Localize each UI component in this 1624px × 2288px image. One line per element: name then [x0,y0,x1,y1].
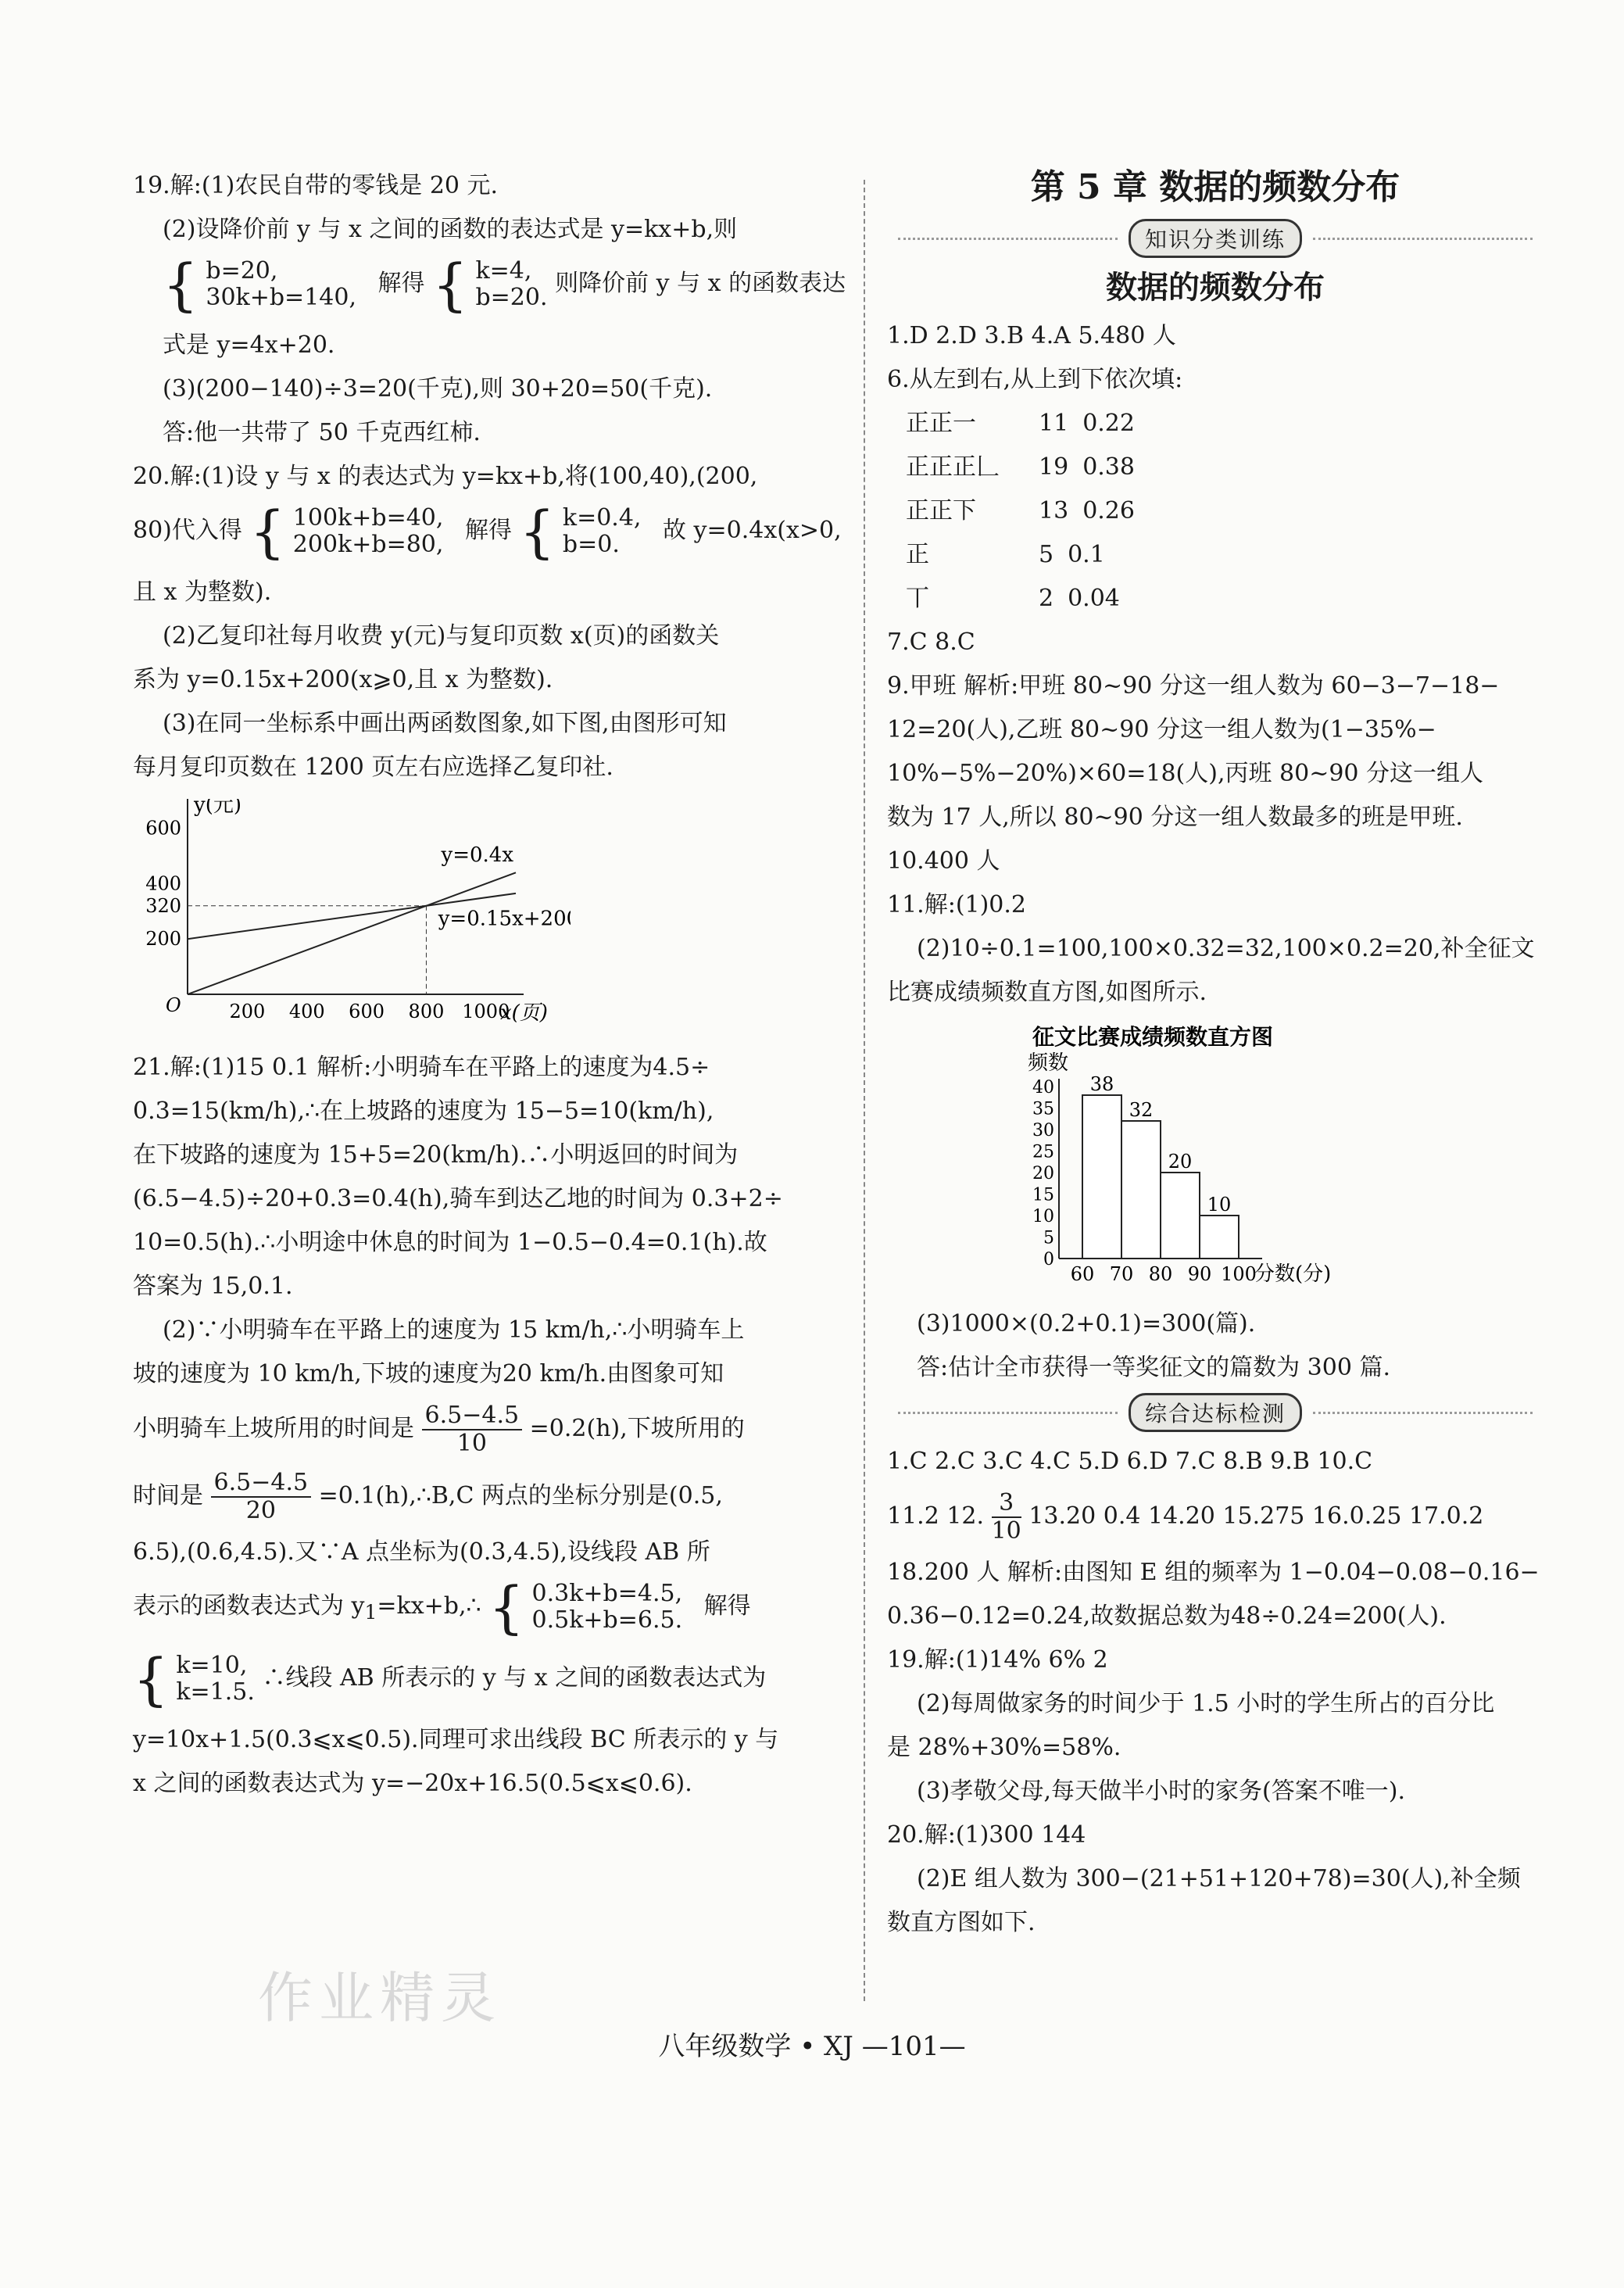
q20-line-1: 20.解:(1)设 y 与 x 的表达式为 y=kx+b,将(100,40),(200, [133,463,758,490]
count: 5 [1039,541,1054,568]
banner-label: 知识分类训练 [1129,219,1302,258]
count: 19 [1039,453,1069,481]
divider [898,1412,1118,1414]
section-title: 数据的频数分布 [1106,269,1325,306]
tally-row [906,489,1544,533]
equation: k=1.5. [176,1678,255,1706]
q20-system-2 [563,505,642,558]
text: 11.2 12. [887,1502,985,1530]
answer-line-fraction [887,1484,1544,1551]
q21-line-3: 在下坡路的速度为 15+5=20(km/h).∴小明返回的时间为 [133,1141,739,1169]
q21-line-11: x 之间的函数表达式为 y=−20x+16.5(0.5⩽x⩽0.6). [133,1770,692,1797]
q21-line-8: 坡的速度为 10 km/h,下坡的速度为20 km/h.由图象可知 [133,1360,724,1387]
numerator: 6.5−4.5 [211,1470,312,1498]
q21-line-9: 6.5),(0.6,4.5).又∵A 点坐标为(0.3,4.5),设线段 AB 所 [133,1538,710,1566]
answer-line: 数为 17 人,所以 80~90 分这一组人数最多的班是甲班. [887,804,1463,831]
denominator: 10 [991,1517,1021,1545]
text: 时间是 [133,1482,203,1509]
q20-line-5: (3)在同一坐标系中画出两函数图象,如下图,由图形可知 [163,710,727,737]
answer-line: 数直方图如下. [887,1909,1036,1936]
y-tick-label: 200 [145,928,181,951]
chapter-title: 第 5 章 数据的频数分布 [1030,167,1400,207]
bars [1082,1095,1239,1259]
divider [898,238,1118,240]
answer-line: 1.C 2.C 3.C 4.C 5.D 6.D 7.C 8.B 9.B 10.C [887,1448,1373,1475]
series-label: y=0.15x+200 [438,907,571,931]
q19-line-3: 式是 y=4x+20. [163,331,335,359]
q19-system-2 [475,258,547,311]
q20-system-line [133,499,842,571]
x-tick-label: 80 [1148,1263,1173,1285]
answer-line: 比赛成绩频数直方图,如图所示. [887,979,1207,1006]
q19-line-5: 答:他一共带了 50 千克西红柿. [163,419,481,446]
frequency: 0.26 [1082,497,1135,525]
answer-line: 0.36−0.12=0.24,故数据总数为48÷0.24=200(人). [887,1602,1447,1630]
tally-mark: 正正一 [906,410,976,437]
fraction [992,1490,1021,1545]
equation: 200k+b=80, [292,531,444,558]
denominator: 20 [245,1497,276,1524]
equation: 0.3k+b=4.5, [531,1580,683,1607]
y-tick-label: 40 [1032,1078,1054,1097]
q20-line-3: (2)乙复印社每月收费 y(元)与复印页数 x(页)的函数关 [163,622,720,650]
count: 2 [1039,585,1054,612]
y-tick-label: 600 [145,817,181,840]
left-column [133,164,846,1806]
x-tick-label: 200 [229,1001,266,1022]
text: 小明骑车上坡所用的时间是 [133,1415,414,1442]
answer-line: (3)孝敬父母,每天做半小时的家务(答案不唯一). [917,1778,1405,1805]
answer-line: 答:估计全市获得一等奖征文的篇数为 300 篇. [917,1354,1390,1381]
x-tick-label: 1000 [462,1001,510,1022]
brace-symbol: { [519,499,556,564]
y-tick-label: 25 [1032,1142,1054,1162]
brace-symbol: { [249,499,286,564]
equation: k=10, [176,1652,248,1679]
q20-system-1 [293,505,444,558]
answer-line: 12=20(人),乙班 80~90 分这一组人数为(1−35%− [887,716,1436,743]
text: =0.1(h),∴B,C 两点的坐标分别是(0.5, [318,1482,723,1509]
q19-system-line [133,252,846,324]
frequency: 0.22 [1082,410,1135,437]
q20-line-6: 每月复印页数在 1200 页左右应选择乙复印社. [133,754,613,781]
equation: k=0.4, [562,504,642,532]
answer-line: (2)10÷0.1=100,100×0.32=32,100×0.2=20,补全征文 [917,935,1535,962]
q21-line-5: 10=0.5(h).∴小明途中休息的时间为 1−0.5−0.4=0.1(h).故 [133,1229,767,1256]
answer-line: 9.甲班 解析:甲班 80~90 分这一组人数为 60−3−7−18− [887,672,1500,700]
solve-text: 解得 [464,517,512,544]
q21-line-7: (2)∵小明骑车在平路上的速度为 15 km/h,∴小明骑车上 [163,1316,745,1344]
answer-line-1: 1.D 2.D 3.B 4.A 5.480 人 [887,322,1176,349]
right-column [887,164,1544,1945]
frequency: 0.04 [1068,585,1120,612]
equation: 30k+b=140, [206,284,356,311]
q21-system-2 [176,1652,255,1706]
answer-line: (3)1000×(0.2+0.1)=300(篇). [917,1310,1256,1337]
chart-labels [145,799,571,1025]
line-chart [133,799,836,1040]
series-label: y=0.4x [441,843,514,868]
count: 13 [1039,497,1069,525]
answer-line: 10.400 人 [887,847,1000,875]
histogram-bar [1161,1173,1200,1259]
text: ∴线段 AB 所表示的 y 与 x 之间的函数表达式为 [262,1664,767,1692]
brace-symbol: { [432,252,468,317]
histogram-svg [996,1024,1403,1290]
bar-value-label: 32 [1129,1099,1154,1121]
line-series [188,872,516,994]
y-tick-label: 15 [1032,1185,1054,1205]
watermark-logo: 作业精灵 [258,1966,502,2030]
frequency: 0.38 [1082,453,1135,481]
y-tick-label: 0 [1043,1250,1054,1269]
q21-result-line [133,1646,836,1718]
y-tick-label: 320 [145,894,181,917]
q21-fraction-line-2 [133,1463,836,1531]
y-tick-label: 30 [1032,1121,1054,1140]
y-tick-label: 35 [1032,1099,1054,1119]
q21-line-1: 21.解:(1)15 0.1 解析:小明骑车在平路上的速度为4.5÷ [133,1054,710,1081]
y-tick-label: 5 [1043,1228,1054,1248]
tally-row [906,446,1544,489]
section-banner-1 [887,219,1544,258]
tally-row [906,402,1544,446]
answer-line: (2)E 组人数为 300−(21+51+120+78)=30(人),补全频 [917,1865,1521,1892]
count: 11 [1039,410,1069,437]
x-axis-label: 分数(分) [1254,1262,1332,1286]
brace-symbol: { [133,1646,169,1712]
x-tick-label: 400 [288,1001,325,1022]
histogram-bar [1200,1216,1239,1259]
q21-system-1 [532,1581,683,1634]
origin-label: O [166,994,181,1016]
histogram-bar [1082,1095,1121,1259]
q19-line-4: (3)(200−140)÷3=20(千克),则 30+20=50(千克). [163,375,713,403]
brace-symbol: { [163,252,199,317]
equation: b=20, [206,257,278,285]
bar-value-label: 38 [1089,1073,1114,1095]
tally-mark: 正 [906,541,929,568]
column-divider [864,180,865,2001]
text: =kx+b,∴ [377,1592,481,1620]
equation: b=0. [562,531,620,558]
histogram [887,1024,1544,1296]
q20-pre-text: 80)代入得 [133,517,242,544]
answer-line: 7.C 8.C [887,628,975,656]
banner-label: 综合达标检测 [1129,1393,1302,1432]
solve-text: 解得 [377,270,425,297]
tally-row [906,533,1544,577]
tally-row [906,577,1544,621]
x-tick-label: 600 [349,1001,385,1022]
answer-line: 11.解:(1)0.2 [887,891,1027,918]
x-axis-label: x(页) [500,1001,548,1025]
denominator: 10 [456,1430,487,1457]
q19-tail-text: 则降价前 y 与 x 的函数表达 [555,270,846,297]
solve-text: 解得 [703,1592,751,1620]
q21-line-10: y=10x+1.5(0.3⩽x⩽0.5).同理可求出线段 BC 所表示的 y 与 [133,1726,779,1753]
tally-mark: 正正下 [906,497,976,525]
tally-mark: 丅 [906,585,929,612]
x-tick-label: 100 [1221,1263,1257,1285]
q20-line-2: 且 x 为整数). [133,578,272,606]
y-axis-label: 频数 [1028,1051,1069,1075]
equation: k=4, [475,257,532,285]
answer-line: 是 28%+30%=58%. [887,1734,1121,1761]
answer-line: 18.200 人 解析:由图知 E 组的频率为 1−0.04−0.08−0.16− [887,1559,1540,1586]
x-tick-label: 800 [408,1001,445,1022]
histogram-bar [1121,1121,1161,1259]
q19-line-2: (2)设降价前 y 与 x 之间的函数的表达式是 y=kx+b,则 [163,216,738,243]
answer-line: 19.解:(1)14% 6% 2 [887,1646,1108,1674]
q21-line-6: 答案为 15,0.1. [133,1273,293,1300]
y-tick-label: 20 [1032,1164,1054,1183]
x-tick-label: 90 [1187,1263,1212,1285]
q21-fraction-line-1 [133,1396,836,1463]
text: =0.2(h),下坡所用的 [529,1415,745,1442]
q20-line-4: 系为 y=0.15x+200(x⩾0,且 x 为整数). [133,666,553,693]
line-chart-svg [133,799,571,1033]
page-footer: 八年级数学 • XJ —101— [658,2031,966,2062]
y-axis-label: y(元) [194,799,241,817]
y-tick-label: 10 [1032,1207,1054,1226]
bar-value-label: 20 [1168,1151,1193,1173]
numerator: 3 [992,1490,1021,1518]
equation: 100k+b=40, [292,504,444,532]
series-line [188,872,516,994]
fraction [422,1402,523,1457]
text: 表示的函数表达式为 y [133,1592,365,1620]
answer-line: 10%−5%−20%)×60=18(人),丙班 80~90 分这一组人 [887,760,1484,787]
x-tick-label: 60 [1070,1263,1095,1285]
subscript: 1 [364,1601,377,1624]
answer-line: (2)每周做家务的时间少于 1.5 小时的学生所占的百分比 [917,1690,1495,1717]
bar-value-label: 10 [1207,1194,1232,1216]
divider [1313,238,1533,240]
fraction [211,1470,312,1524]
axes [188,799,524,994]
q21-line-2: 0.3=15(km/h),∴在上坡路的速度为 15−5=10(km/h), [133,1097,714,1125]
text: 13.20 0.4 14.20 15.275 16.0.25 17.0.2 [1028,1502,1484,1530]
section-banner-2 [887,1393,1544,1432]
equation: 0.5k+b=6.5. [531,1606,683,1634]
divider [1313,1412,1533,1414]
q19-system-1 [206,258,356,311]
answer-line-2: 6.从左到右,从上到下依次填: [887,366,1183,393]
equation: b=20. [475,284,548,311]
q21-system-line [133,1574,836,1646]
numerator: 6.5−4.5 [422,1402,523,1430]
x-tick-label: 70 [1109,1263,1134,1285]
tally-mark: 正正正𠃊 [906,453,1000,481]
brace-symbol: { [488,1574,524,1640]
q20-tail-text: 故 y=0.4x(x>0, [663,517,842,544]
q19-line-1: 19.解:(1)农民自带的零钱是 20 元. [133,172,499,199]
answer-line: 20.解:(1)300 144 [887,1821,1086,1849]
tally-table [887,402,1544,621]
q21-line-4: (6.5−4.5)÷20+0.3=0.4(h),骑车到达乙地的时间为 0.3+2÷ [133,1185,783,1212]
frequency: 0.1 [1068,541,1105,568]
y-tick-label: 400 [145,872,181,895]
histogram-title: 征文比赛成绩频数直方图 [1032,1024,1274,1050]
